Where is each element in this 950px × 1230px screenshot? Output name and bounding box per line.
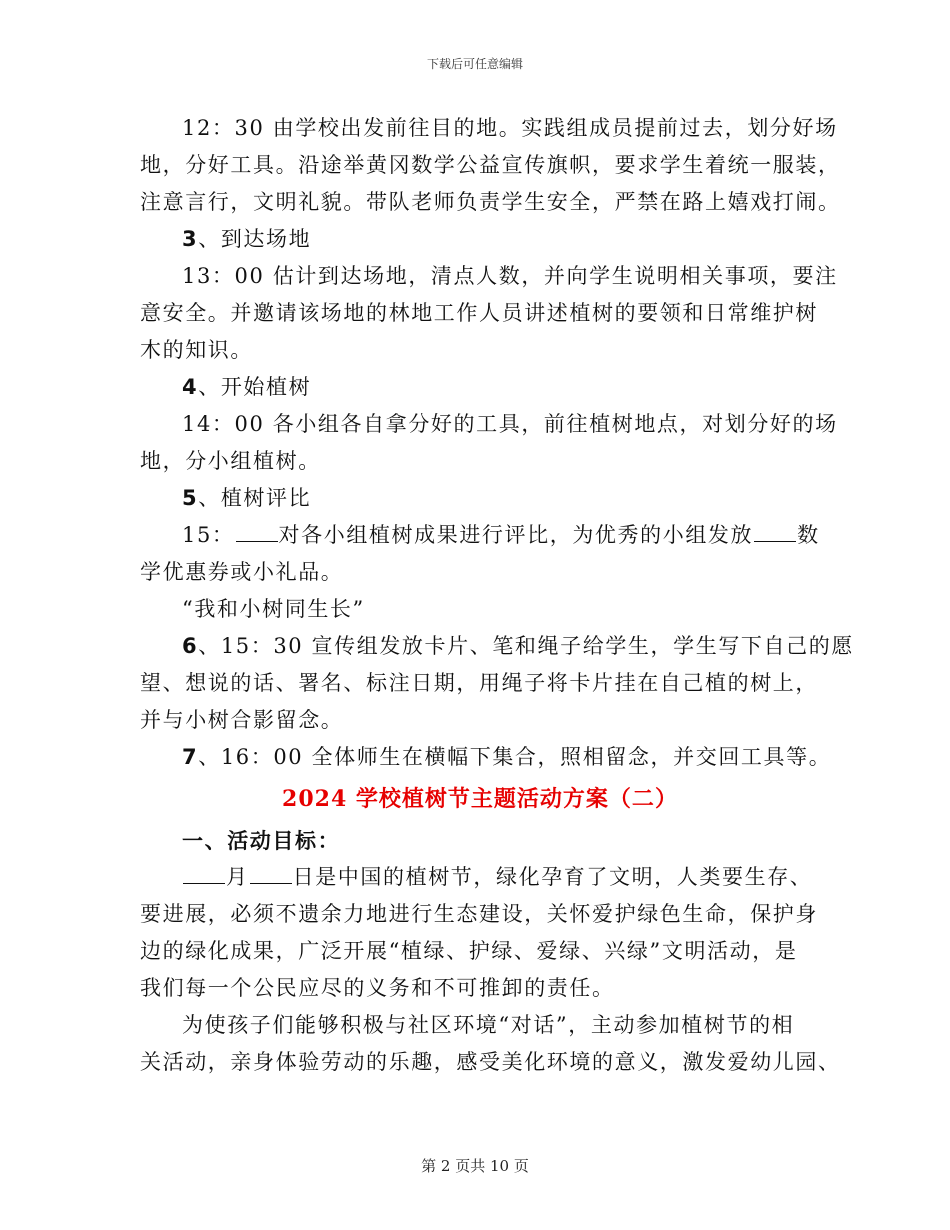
- paragraph-line: [140, 859, 820, 896]
- section-label: 、到达场地: [198, 227, 312, 251]
- quote-line: “我和小树同生长”: [182, 597, 365, 621]
- fill-blank: [236, 523, 278, 542]
- text-run: 、15：30 宣传组发放卡片、笔和绳子给学生，学生写下自己的愿: [198, 634, 854, 658]
- document-title: 2024 学校植树节主题活动方案（二）: [282, 786, 678, 812]
- fill-blank: [183, 865, 225, 884]
- paragraph-line: 望、想说的话、署名、标注日期，用绳子将卡片挂在自己植的树上，: [140, 671, 818, 695]
- paragraph-line: 木的知识。: [140, 338, 253, 362]
- goal-heading: 一、活动目标：: [182, 828, 341, 853]
- text-run: 月: [226, 865, 249, 889]
- paragraph-line: 要进展，必须不遗余力地进行生态建设，关怀爱护绿色生命，保护身: [140, 902, 818, 926]
- section-item-7: [140, 739, 832, 776]
- paragraph-line: 注意言行，文明礼貌。带队老师负责学生安全，严禁在路上嬉戏打闹。: [140, 190, 841, 214]
- text-run: 15：: [182, 523, 235, 547]
- paragraph-line: 意安全。并邀请该场地的林地工作人员讲述植树的要领和日常维护树: [140, 301, 818, 325]
- document-body: [140, 110, 854, 1081]
- fill-blank: [754, 523, 796, 542]
- paragraph-line: 12：30 由学校出发前往目的地。实践组成员提前过去，划分好场: [182, 116, 838, 140]
- paragraph-line: 为使孩子们能够积极与社区环境“对话”，主动参加植树节的相: [182, 1013, 795, 1037]
- section-heading-3: [140, 221, 820, 258]
- section-label: 、开始植树: [198, 375, 312, 399]
- section-item-6: [140, 628, 854, 665]
- section-number: 5: [182, 486, 199, 510]
- paragraph-line: 边的绿化成果，广泛开展“植绿、护绿、爱绿、兴绿”文明活动，是: [140, 939, 798, 963]
- section-number: 3: [182, 227, 199, 251]
- section-number: 7: [182, 745, 199, 769]
- text-run: 、16：00 全体师生在横幅下集合，照相留念，并交回工具等。: [198, 745, 832, 769]
- paragraph-line: 我们每一个公民应尽的义务和不可推卸的责任。: [140, 976, 615, 1000]
- text-run: 日是中国的植树节，绿化孕育了文明，人类要生存、: [292, 865, 813, 889]
- text-run: 数: [797, 523, 820, 547]
- section-label: 、植树评比: [198, 486, 312, 510]
- section-number: 4: [182, 375, 199, 399]
- section-heading-4: [140, 369, 820, 406]
- page-footer: 第 2 页共 10 页: [421, 1157, 529, 1175]
- paragraph-line: [140, 517, 820, 554]
- section-number: 6: [182, 634, 199, 658]
- paragraph-line: 13：00 估计到达场地，清点人数，并向学生说明相关事项，要注: [182, 264, 838, 288]
- page-header: 下载后可任意编辑: [426, 57, 523, 71]
- fill-blank: [250, 865, 292, 884]
- paragraph-line: 学优惠券或小礼品。: [140, 560, 344, 584]
- paragraph-line: 地，分小组植树。: [140, 449, 321, 473]
- paragraph-line: 14：00 各小组各自拿分好的工具，前往植树地点，对划分好的场: [182, 412, 838, 436]
- text-run: 对各小组植树成果进行评比，为优秀的小组发放: [278, 523, 754, 547]
- paragraph-line: 并与小树合影留念。: [140, 708, 344, 732]
- paragraph-line: 关活动，亲身体验劳动的乐趣，感受美化环境的意义，激发爱幼儿园、: [140, 1050, 841, 1074]
- section-heading-5: [140, 480, 820, 517]
- paragraph-line: 地，分好工具。沿途举黄冈数学公益宣传旗帜，要求学生着统一服装，: [140, 153, 841, 177]
